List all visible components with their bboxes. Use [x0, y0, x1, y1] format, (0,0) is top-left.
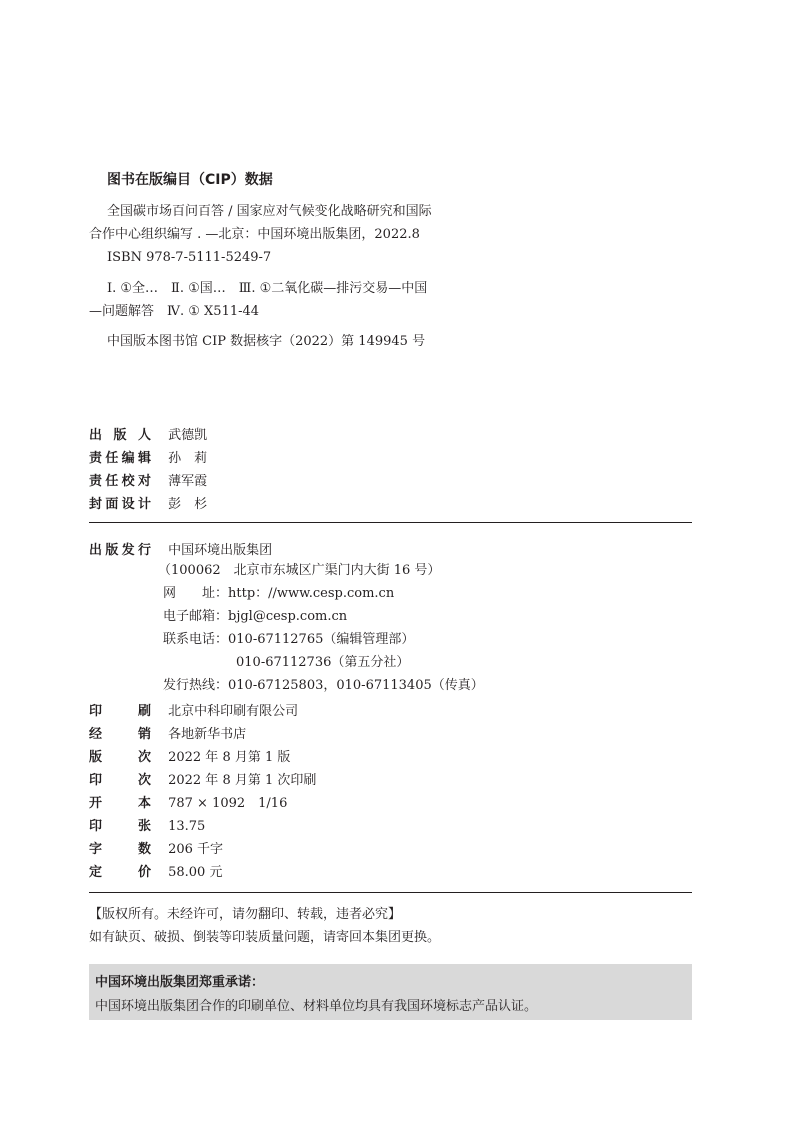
- cip-record-number: 中国版本图书馆 CIP 数据核字（2022）第 149945 号: [107, 334, 426, 349]
- spec-row: [89, 792, 287, 811]
- credit-value: 武德凯: [168, 428, 208, 443]
- publisher-phone-2: 010-67112736（第五分社）: [236, 655, 410, 670]
- divider: [89, 892, 692, 893]
- publisher-address: （100062 北京市东城区广渠门内大街 16 号）: [158, 563, 441, 578]
- publisher-email: 电子邮箱：bjgl@cesp.com.cn: [163, 609, 348, 624]
- commitment-text: 中国环境出版集团合作的印刷单位、材料单位均具有我国环境标志产品认证。: [95, 999, 538, 1014]
- credit-value: 彭 杉: [168, 497, 208, 512]
- spec-value: 58.00 元: [168, 865, 223, 880]
- spec-value: 2022 年 8 月第 1 次印刷: [168, 773, 317, 788]
- spec-value: 各地新华书店: [168, 727, 247, 742]
- spec-value: 206 千字: [168, 842, 224, 857]
- spec-label: 字数: [89, 842, 151, 857]
- spec-value: 787 × 1092 1/16: [168, 796, 288, 811]
- cip-line-2: 合作中心组织编写 . —北京：中国环境出版集团，2022.8: [89, 227, 420, 242]
- credit-value: 孙 莉: [168, 451, 208, 466]
- copyright-notice: 【版权所有。未经许可，请勿翻印、转载，违者必究】: [89, 907, 402, 922]
- spec-label: 印张: [89, 819, 151, 834]
- spec-row: [89, 746, 290, 765]
- spec-row: [89, 815, 205, 834]
- spec-label: 印刷: [89, 704, 151, 719]
- publisher-name: 中国环境出版集团: [168, 543, 273, 558]
- credit-row: [89, 447, 207, 466]
- credit-label: 责任校对: [89, 474, 151, 489]
- publisher-phone: 联系电话：010-67112765（编辑管理部）: [163, 632, 415, 647]
- isbn: ISBN 978-7-5111-5249-7: [107, 250, 272, 265]
- spec-label: 版次: [89, 750, 151, 765]
- publisher-row: [89, 539, 272, 558]
- spec-label: 经销: [89, 727, 151, 742]
- credit-row: [89, 470, 207, 489]
- commitment-title: 中国环境出版集团郑重承诺：: [95, 975, 265, 990]
- credit-row: [89, 424, 207, 443]
- credit-label: 出版人: [89, 428, 151, 443]
- spec-row: [89, 700, 298, 719]
- credit-row: [89, 493, 207, 512]
- cip-title: 图书在版编目（CIP）数据: [107, 172, 273, 188]
- spec-row: [89, 723, 246, 742]
- divider: [89, 522, 692, 523]
- spec-row: [89, 838, 223, 857]
- spec-label: 开本: [89, 796, 151, 811]
- quality-notice: 如有缺页、破损、倒装等印装质量问题，请寄回本集团更换。: [89, 930, 441, 945]
- credit-label: 封面设计: [89, 497, 151, 512]
- credit-value: 薄军霞: [168, 474, 208, 489]
- spec-row: [89, 769, 316, 788]
- classification-line-2: —问题解答 Ⅳ. ① X511-44: [89, 304, 260, 319]
- spec-row: [89, 861, 222, 880]
- spec-label: 定价: [89, 865, 151, 880]
- spec-value: 北京中科印刷有限公司: [168, 704, 299, 719]
- publisher-hotline: 发行热线：010-67125803，010-67113405（传真）: [163, 678, 484, 693]
- cip-line-1: 全国碳市场百问百答 / 国家应对气候变化战略研究和国际: [107, 204, 432, 219]
- publisher-label: 出版发行: [89, 543, 151, 558]
- credit-label: 责任编辑: [89, 451, 151, 466]
- spec-value: 13.75: [168, 819, 206, 834]
- classification-line-1: Ⅰ. ①全… Ⅱ. ①国… Ⅲ. ①二氧化碳—排污交易—中国: [107, 281, 428, 296]
- spec-label: 印次: [89, 773, 151, 788]
- publisher-website: 网 址：http：//www.cesp.com.cn: [163, 586, 395, 601]
- spec-value: 2022 年 8 月第 1 版: [168, 750, 291, 765]
